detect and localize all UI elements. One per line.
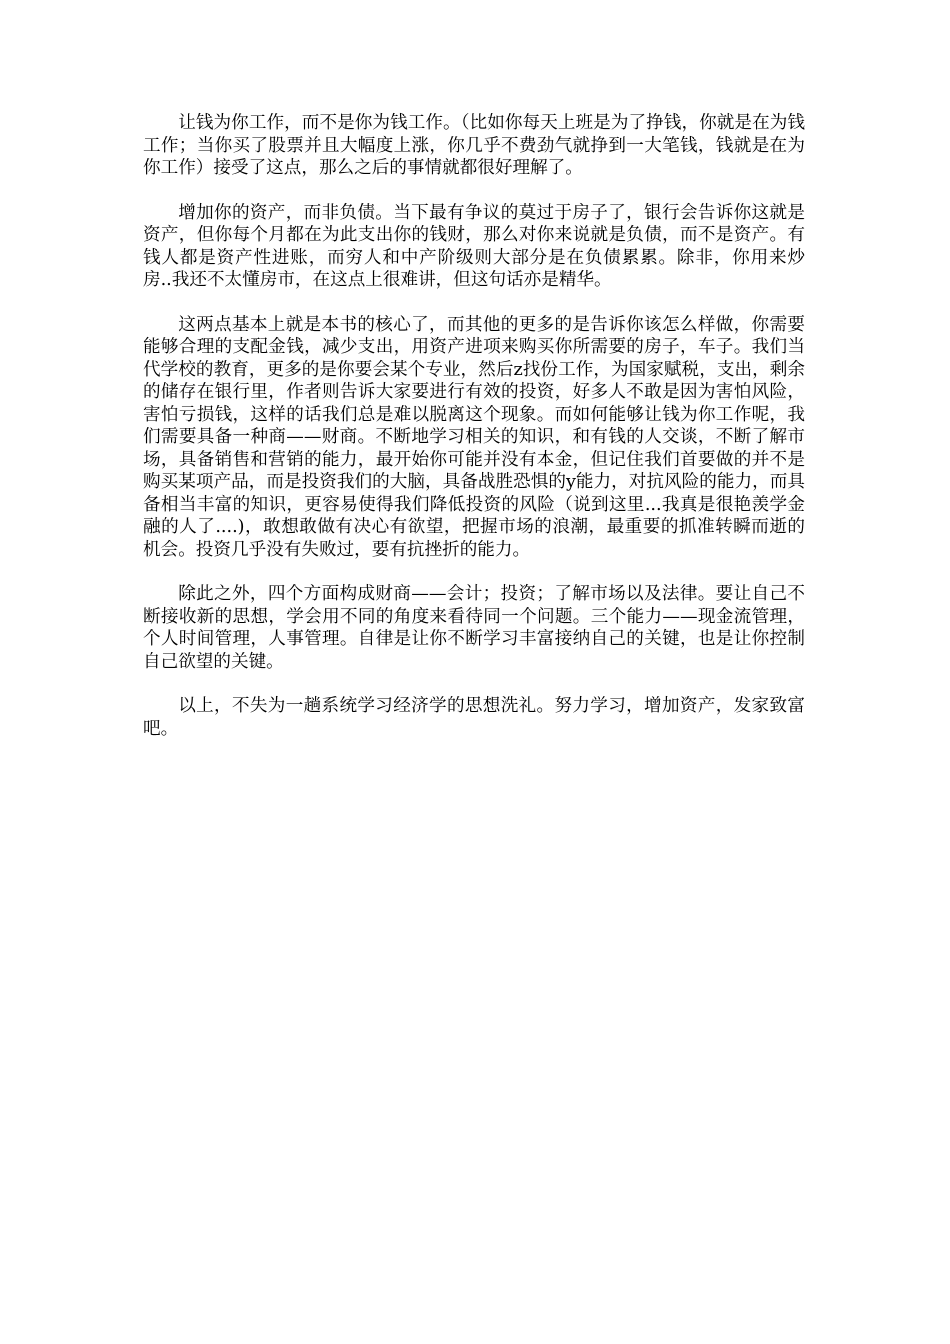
paragraph-assets-not-liabilities: 增加你的资产，而非负债。当下最有争议的莫过于房子了，银行会告诉你这就是资产，但你每个月都在为此支出你的钱财，那么对你来说就是负债，而不是资产。有钱人都是资产性进账，而穷人和中产阶级则大部分是在负债累累。除非，你用来炒房..我还不太懂房市，在这点上很难讲，但这句话亦是精华。 [143,202,805,290]
paragraph-core-of-book: 这两点基本上就是本书的核心了，而其他的更多的是告诉你该怎么样做，你需要能够合理的支配金钱，减少支出，用资产进项来购买你所需要的房子，车子。我们当代学校的教育，更多的是你要会某个专业，然后z找份工作，为国家赋税，支出，剩余的储存在银行里，作者则告诉大家要进行有效的投资，好多人不敢是因为害怕风险，害怕亏损钱，这样的话我们总是难以脱离这个现象。而如何能够让钱为你工作呢，我们需要具备一种商——财商。不断地学习相关的知识，和有钱的人交谈，不断了解市场，具备销售和营销的能力，最开始你可能并没有本金，但记住我们首要做的并不是购买某项产品，而是投资我们的大脑，具备战胜恐惧的y能力，对抗风险的能力，而具备相当丰富的知识，更容易使得我们降低投资的风险（说到这里...我真是很艳羡学金融的人了....)，敢想敢做有决心有欲望，把握市场的浪潮，最重要的抓准转瞬而逝的机会。投资几乎没有失败过，要有抗挫折的能力。 [143,314,805,560]
paragraph-financial-iq: 除此之外，四个方面构成财商——会计；投资；了解市场以及法律。要让自己不断接收新的思想，学会用不同的角度来看待同一个问题。三个能力——现金流管理，个人时间管理，人事管理。自律是让你不断学习丰富接纳自己的关键，也是让你控制自己欲望的关键。 [143,584,805,672]
document-body [143,112,805,762]
paragraph-conclusion: 以上，不失为一趟系统学习经济学的思想洗礼。努力学习，增加资产，发家致富吧。 [143,696,805,739]
paragraph-money-works-for-you: 让钱为你工作，而不是你为钱工作。（比如你每天上班是为了挣钱，你就是在为钱工作；当你买了股票并且大幅度上涨，你几乎不费劲气就挣到一大笔钱，钱就是在为你工作）接受了这点，那么之后的事情就都很好理解了。 [143,113,805,178]
